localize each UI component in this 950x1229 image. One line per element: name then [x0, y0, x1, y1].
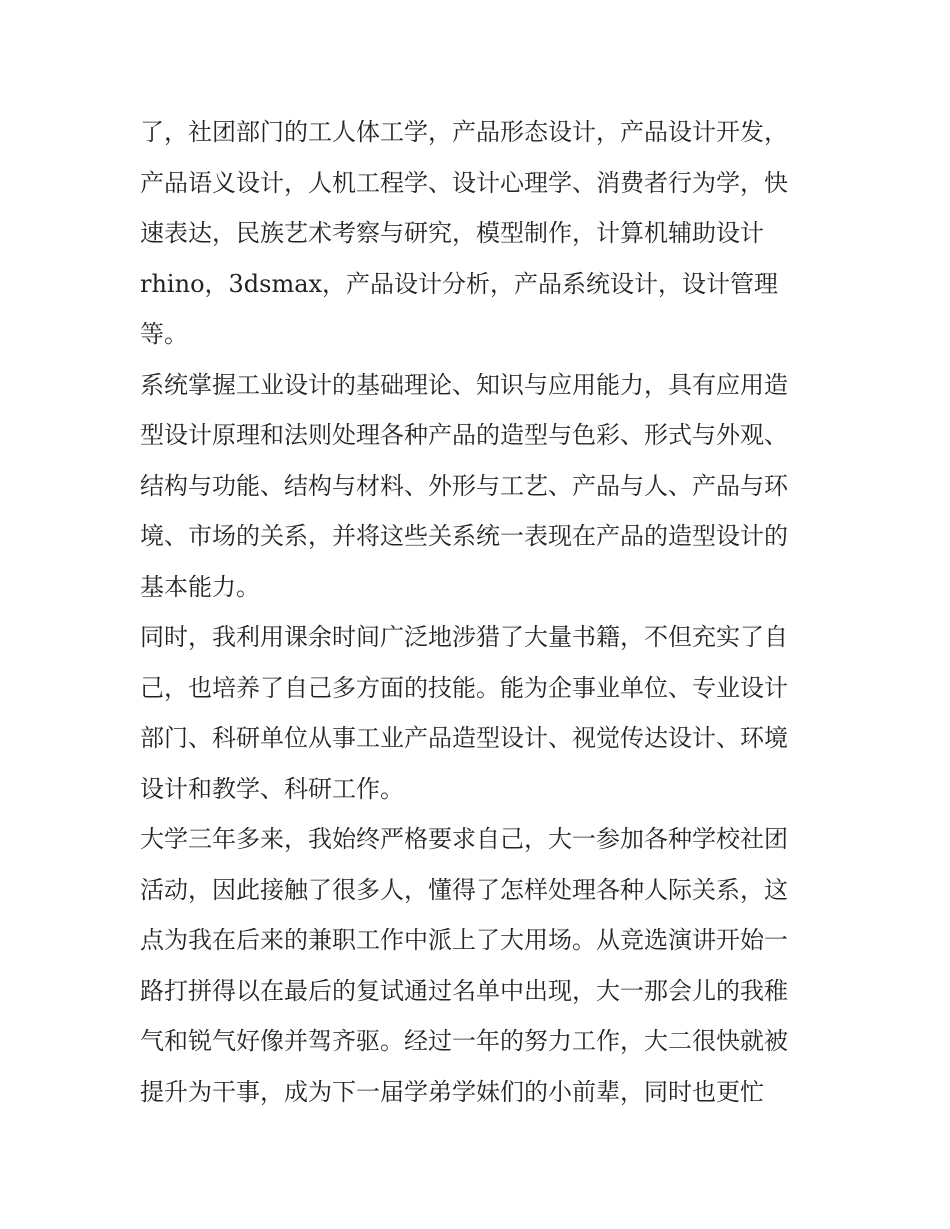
- text-line: 点为我在后来的兼职工作中派上了大用场。从竞选演讲开始一: [140, 926, 788, 954]
- text-line: 路打拼得以在最后的复试通过名单中出现，大一那会儿的我稚: [140, 976, 788, 1005]
- text-line: 系统掌握工业设计的基础理论、知识与应用能力，具有应用造: [140, 370, 788, 399]
- text-line: 等。: [140, 320, 188, 348]
- text-line: 大学三年多来，我始终严格要求自己，大一参加各种学校社团: [140, 825, 788, 853]
- document-body: [140, 107, 815, 1117]
- text-line: 型设计原理和法则处理各种产品的造型与色彩、形式与外观、: [140, 421, 788, 449]
- text-line: 境、市场的关系，并将这些关系统一表现在产品的造型设计的: [140, 522, 788, 550]
- text-line: 部门、科研单位从事工业产品造型设计、视觉传达设计、环境: [140, 724, 788, 752]
- text-line: 提升为干事，成为下一届学弟学妹们的小前辈，同时也更忙: [140, 1077, 764, 1106]
- paragraph-abilities: [140, 360, 815, 613]
- text-line: 同时，我利用课余时间广泛地涉猎了大量书籍，不但充实了自: [140, 623, 788, 651]
- paragraph-university-life: [140, 814, 815, 1117]
- paragraph-reading: [140, 612, 815, 814]
- text-line: 速表达，民族艺术考察与研究，模型制作，计算机辅助设计: [140, 219, 764, 247]
- text-line: 己，也培养了自己多方面的技能。能为企事业单位、专业设计: [140, 673, 788, 702]
- text-line: rhino，3dsmax，产品设计分析，产品系统设计，设计管理: [140, 269, 779, 298]
- text-line: 活动，因此接触了很多人，懂得了怎样处理各种人际关系，这: [140, 875, 788, 904]
- text-line: 了，社团部门的工人体工学，产品形态设计，产品设计开发，: [140, 118, 788, 146]
- text-line: 结构与功能、结构与材料、外形与工艺、产品与人、产品与环: [140, 471, 788, 500]
- paragraph-courses: [140, 107, 815, 360]
- text-line: 设计和教学、科研工作。: [140, 774, 404, 803]
- text-line: 基本能力。: [140, 572, 260, 601]
- text-line: 产品语义设计，人机工程学、设计心理学、消费者行为学，快: [140, 168, 788, 197]
- text-line: 气和锐气好像并驾齐驱。经过一年的努力工作，大二很快就被: [140, 1027, 788, 1055]
